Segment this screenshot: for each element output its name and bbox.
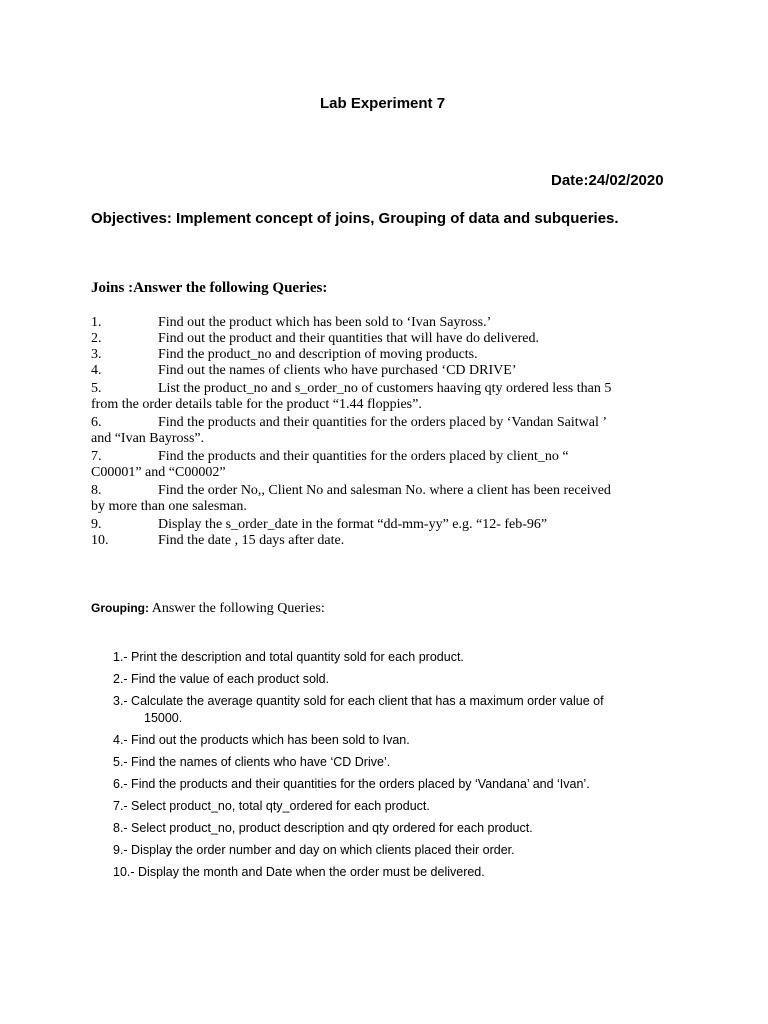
- list-item: [91, 331, 651, 347]
- item-continuation: 15000.: [144, 711, 183, 725]
- list-item: [113, 776, 653, 793]
- objectives-heading: Objectives: Implement concept of joins, Grouping of data and subqueries.: [91, 210, 619, 227]
- list-item: [113, 864, 653, 881]
- item-text: 1.- Print the description and total quantity sold for each product.: [113, 650, 464, 664]
- item-number: 6.: [91, 415, 102, 430]
- list-item: [113, 693, 653, 727]
- list-item: [113, 754, 653, 771]
- list-item: [91, 315, 651, 331]
- list-item: [91, 363, 651, 379]
- item-text: 2.- Find the value of each product sold.: [113, 672, 330, 686]
- list-item: [91, 483, 651, 515]
- list-item: [113, 842, 653, 859]
- item-continuation: from the order details table for the product “1.44 floppies”.: [91, 397, 422, 412]
- item-text: 8.- Select product_no, product description and qty ordered for each product.: [113, 821, 533, 835]
- list-item: [113, 820, 653, 837]
- grouping-heading: [91, 599, 325, 617]
- item-number: 4.: [91, 363, 102, 378]
- list-item: [91, 449, 651, 481]
- grouping-instruction: Answer the following Queries:: [148, 601, 325, 616]
- date-label: Date:24/02/2020: [551, 172, 664, 189]
- page-title: Lab Experiment 7: [320, 95, 446, 112]
- list-item: [113, 671, 653, 688]
- list-item: [91, 415, 651, 447]
- item-number: 3.: [91, 347, 102, 362]
- item-text: 3.- Calculate the average quantity sold for each client that has a maximum order value of: [113, 694, 604, 708]
- item-continuation: and “Ivan Bayross”.: [91, 431, 205, 446]
- item-text: Find out the product which has been sold to ‘Ivan Sayross.’: [158, 315, 492, 330]
- item-number: 10.: [91, 533, 109, 548]
- grouping-label: Grouping:: [91, 601, 149, 615]
- list-item: [113, 732, 653, 749]
- item-text: 9.- Display the order number and day on which clients placed their order.: [113, 843, 515, 857]
- item-number: 1.: [91, 315, 102, 330]
- list-item: [113, 649, 653, 666]
- item-text: 10.- Display the month and Date when the order must be delivered.: [113, 865, 485, 879]
- list-item: [91, 533, 651, 549]
- item-text: 7.- Select product_no, total qty_ordered for each product.: [113, 799, 430, 813]
- item-text: Find the products and their quantities for the orders placed by ‘Vandan Saitwal ’: [158, 415, 608, 430]
- list-item: [91, 517, 651, 533]
- joins-heading: Joins :Answer the following Queries:: [91, 280, 328, 296]
- joins-query-list: [91, 315, 651, 549]
- item-continuation: C00001” and “C00002”: [91, 465, 226, 480]
- list-item: [113, 798, 653, 815]
- item-number: 8.: [91, 483, 102, 498]
- item-number: 2.: [91, 331, 102, 346]
- list-item: [91, 347, 651, 363]
- item-number: 7.: [91, 449, 102, 464]
- item-text: 4.- Find out the products which has been sold to Ivan.: [113, 733, 410, 747]
- item-text: Find the date , 15 days after date.: [158, 533, 345, 548]
- item-text: Display the s_order_date in the format “dd-mm-yy” e.g. “12- feb-96”: [158, 517, 548, 532]
- item-text: Find out the product and their quantities that will have do delivered.: [158, 331, 540, 346]
- item-number: 9.: [91, 517, 102, 532]
- item-text: Find the products and their quantities for the orders placed by client_no “: [158, 449, 569, 464]
- item-text: 6.- Find the products and their quantities for the orders placed by ‘Vandana’ and ‘Ivan’.: [113, 777, 590, 791]
- item-text: 5.- Find the names of clients who have ‘CD Drive’.: [113, 755, 391, 769]
- grouping-query-list: [113, 649, 653, 886]
- item-text: List the product_no and s_order_no of customers haaving qty ordered less than 5: [158, 381, 612, 396]
- item-continuation: by more than one salesman.: [91, 499, 247, 514]
- item-text: Find out the names of clients who have purchased ‘CD DRIVE’: [158, 363, 517, 378]
- item-number: 5.: [91, 381, 102, 396]
- list-item: [91, 381, 651, 413]
- item-text: Find the product_no and description of moving products.: [158, 347, 478, 362]
- item-text: Find the order No,, Client No and salesman No. where a client has been received: [158, 483, 611, 498]
